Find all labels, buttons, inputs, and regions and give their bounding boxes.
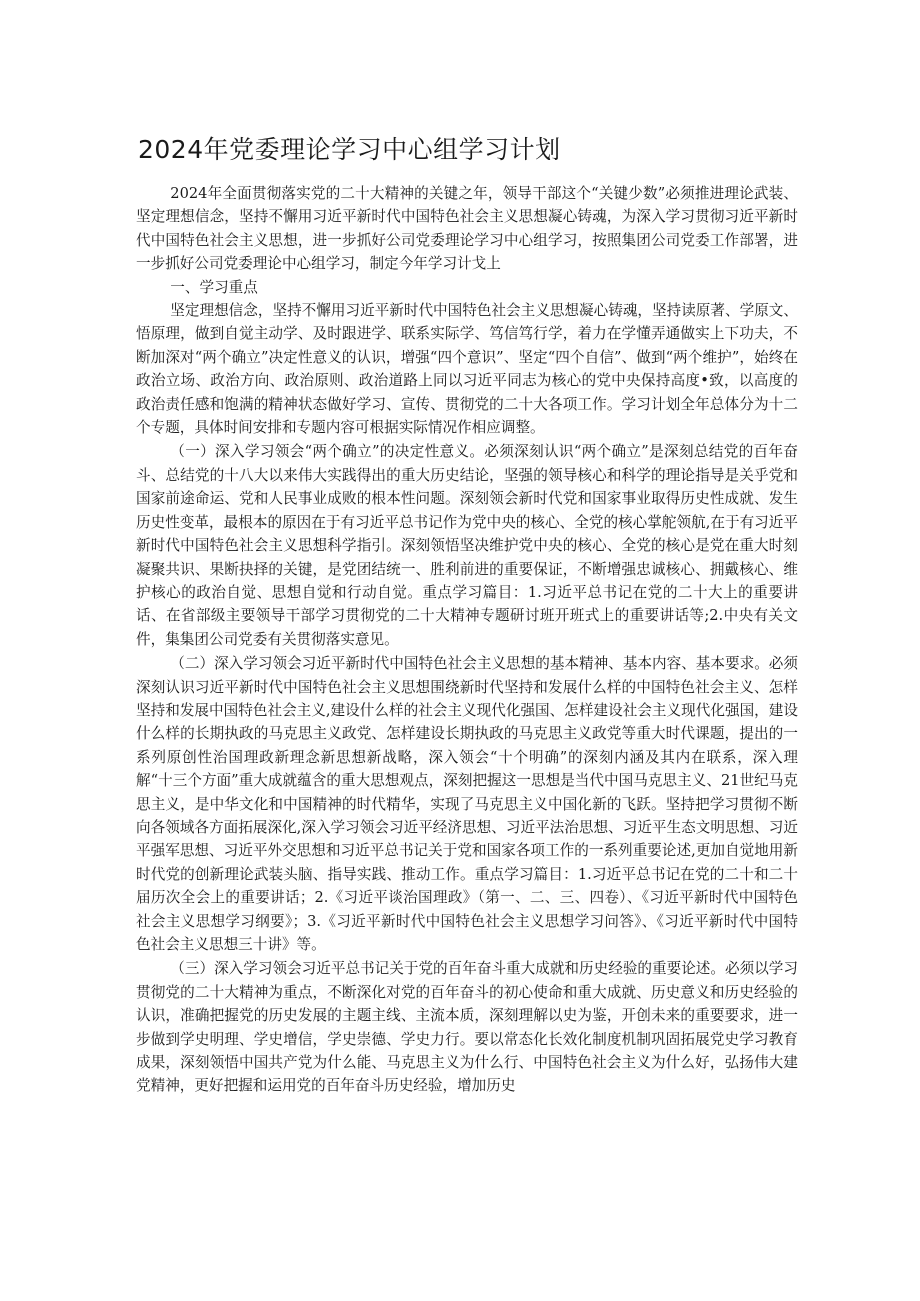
section-body-paragraph: 坚定理想信念，坚持不懈用习近平新时代中国特色社会主义思想凝心铸魂，坚持读原著、学原文、悟原理，做到自觉主动学、及时跟进学、联系实际学、笃信笃行学，着力在学懂弄通做实上下功夫，不断加深对“两个确立”决定性意义的认识，增强“四个意识”、坚定“四个自信”、做到“两个维护”，始终在政治立场、政治方向、政治原则、政治道路上同以习近平同志为核心的党中央保持高度•致，以高度的政治责任感和饱满的精神状态做好学习、宣传、贯彻党的二十大各项工作。学习计划全年总体分为十二个专题，具体时间安排和专题内容可根据实际情况作相应调整。 bbox=[136, 302, 798, 437]
topic-paragraph: （一）深入学习领会“两个确立”的决定性意义。必须深刻认识“两个确立”是深刻总结党的百年奋斗、总结党的十八大以来伟大实践得出的重大历史结论，坚强的领导核心和科学的理论指导是关乎党和国家前途命运、党和人民事业成败的根本性问题。深刻领会新时代党和国家事业取得历史性成就、发生历史性变革，最根本的原因在于有习近平总书记作为党中央的核心、全党的核心掌舵领航,在于有习近平新时代中国特色社会主义思想科学指引。深刻领悟坚决维护党中央的核心、全党的核心是党在重大时刻凝聚共识、果断抉择的关键，是党团结统一、胜利前进的重要保证，不断增强忠诚核心、拥戴核心、维护核心的政治自觉、思想自觉和行动自觉。重点学习篇目：1.习近平总书记在党的二十大上的重要讲话、在省部级主要领导干部学习贯彻党的二十大精神专题研讨班开班式上的重要讲话等;2.中央有关文件，集集团公司党委有关贯彻落实意见。 bbox=[136, 443, 798, 648]
document-title: 2024年党委理论学习中心组学习计划 bbox=[138, 135, 561, 164]
topic-paragraph: （二）深入学习领会习近平新时代中国特色社会主义思想的基本精神、基本内容、基本要求。必须深刻认识习近平新时代中国特色社会主义思想围绕新时代坚持和发展什么样的中国特色社会主义、怎样坚持和发展中国特色社会主义,建设什么样的社会主义现代化强国、怎样建设社会主义现代化强国，建设什么样的长期执政的马克思主义政党、怎样建设长期执政的马克思主义政党等重大时代课题，提出的一系列原创性治国理政新理念新思想新战略，深入领会“十个明确”的深刻内涵及其内在联系，深入理解“十三个方面”重大成就蕴含的重大思想观点，深刻把握这一思想是当代中国马克思主义、21世纪马克思主义，是中华文化和中国精神的时代精华，实现了马克思主义中国化新的飞跃。坚持把学习贯彻不断向各领域各方面拓展深化,深入学习领会习近平经济思想、习近平法治思想、习近平生态文明思想、习近平强军思想、习近平外交思想和习近平总书记关于党和国家各项工作的一系列重要论述,更加自觉地用新时代党的创新理论武装头脑、指导实践、推动工作。重点学习篇目：1.习近平总书记在党的二十和二十届历次全会上的重要讲话；2.《习近平谈治国理政》（第一、二、三、四卷）、《习近平新时代中国特色社会主义思想学习纲要》；3.《习近平新时代中国特色社会主义思想学习问答》、《习近平新时代中国特色社会主义思想三十讲》等。 bbox=[136, 655, 798, 953]
topic-paragraph: （三）深入学习领会习近平总书记关于党的百年奋斗重大成就和历史经验的重要论述。必须以学习贯彻党的二十大精神为重点，不断深化对党的百年奋斗的初心使命和重大成就、历史意义和历史经验的认识，准确把握党的历史发展的主题主线、主流本质，深刻理解以史为鉴，开创未来的重要要求，进一步做到学史明理、学史增信，学史崇德、学史力行。要以常态化长效化制度机制巩固拓展党史学习教育成果，深刻领悟中国共产党为什么能、马克思主义为什么行、中国特色社会主义为什么好，弘扬伟大建党精神，更好把握和运用党的百年奋斗历史经验，增加历史 bbox=[136, 960, 798, 1095]
document-page bbox=[136, 130, 798, 1098]
section-heading: 一、学习重点 bbox=[170, 278, 258, 296]
intro-paragraph: 2024年全面贯彻落实党的二十大精神的关键之年，领导干部这个“关键少数”必须推进理论武装、坚定理想信念，坚持不懈用习近平新时代中国特色社会主义思想凝心铸魂，为深入学习贯彻习近平新时代中国特色社会主义思想，进一步抓好公司党委理论学习中心组学习，按照集团公司党委工作部署，进一步抓好公司党委理论中心组学习，制定今年学习计戈上 bbox=[136, 185, 798, 273]
